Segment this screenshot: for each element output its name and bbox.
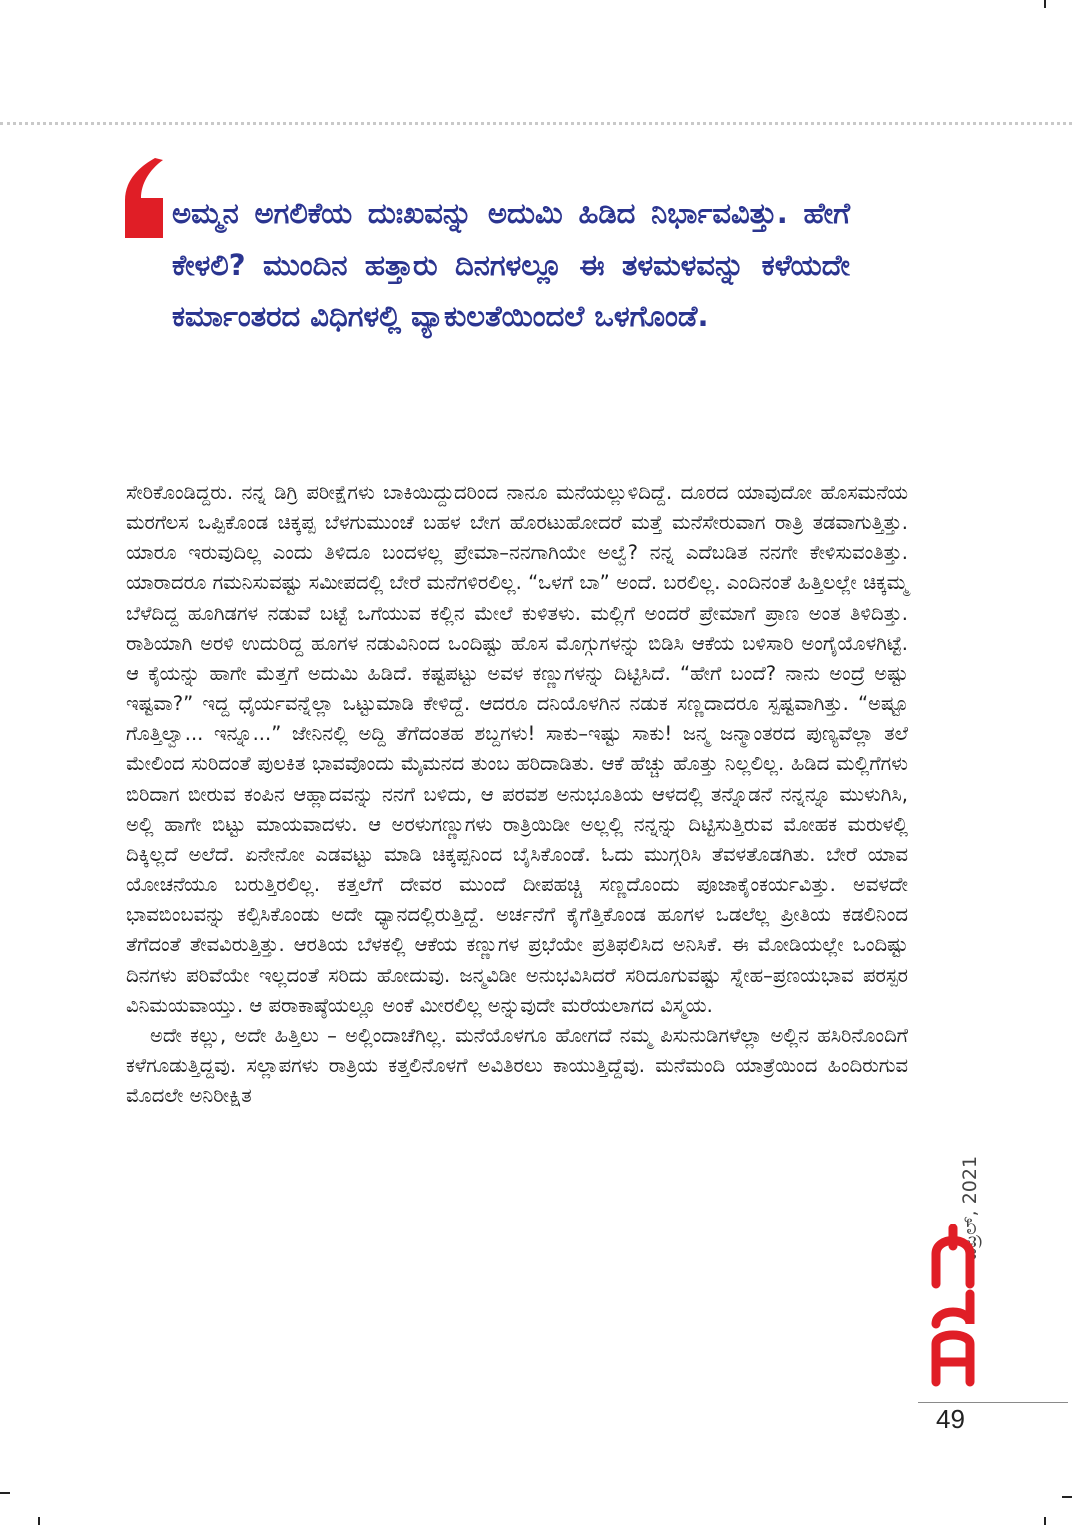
magazine-logo [930, 1224, 976, 1388]
pull-quote: ಅಮ್ಮನ ಅಗಲಿಕೆಯ ದುಃಖವನ್ನು ಅದುಮಿ ಹಿಡಿದ ನಿರ್ಭಾವವಿತ್ತು. ಹೇಗೆ ಕೇಳಲಿ? ಮುಂದಿನ ಹತ್ತಾರು ದಿನಗಳಲ್ಲೂ ಈ ತಳಮಳವನ್ನು ಕಳೆಯದೇ ಕರ್ಮಾಂತರದ ವಿಧಿಗಳಲ್ಲಿ ವ್ಯಾಕುಲತೆಯಿಂದಲೆ ಒಳಗೊಂಡೆ. [172, 196, 850, 333]
crop-mark [1062, 1496, 1072, 1498]
body-paragraph: ಅದೇ ಕಲ್ಲು, ಅದೇ ಹಿತ್ತಿಲು – ಅಲ್ಲಿಂದಾಚೆಗಿಲ್ಲ. ಮನೆಯೊಳಗೂ ಹೋಗದೆ ನಮ್ಮ ಪಿಸುನುಡಿಗಳೆಲ್ಲಾ ಅಲ್ಲಿನ ಹಸಿರಿನೊಂದಿಗೆ ಕಳೆಗೂಡುತ್ತಿದ್ದವು. ಸಲ್ಲಾಪಗಳು ರಾತ್ರಿಯ ಕತ್ತಲಿನೊಳಗೆ ಅವಿತಿರಲು ಕಾಯುತ್ತಿದ್ದೆವು. ಮನೆಮಂದಿ ಯಾತ್ರೆಯಿಂದ ಹಿಂದಿರುಗುವ ಮೊದಲೇ ಅನಿರೀಕ್ಷಿತ [126, 1023, 908, 1108]
crop-mark [38, 1517, 40, 1525]
crop-mark [0, 1492, 10, 1494]
article-body [126, 478, 908, 1111]
crop-mark [1044, 0, 1046, 8]
top-dotted-divider [0, 122, 1072, 125]
crop-mark [1044, 1517, 1046, 1525]
body-paragraph: ಸೇರಿಕೊಂಡಿದ್ದರು. ನನ್ನ ಡಿಗ್ರಿ ಪರೀಕ್ಷೆಗಳು ಬಾಕಿಯಿದ್ದುದರಿಂದ ನಾನೂ ಮನೆಯಲ್ಲುಳಿದಿದ್ದೆ. ದೂರದ ಯಾವುದೋ ಹೊಸಮನೆಯ ಮರಗೆಲಸ ಒಪ್ಪಿಕೊಂಡ ಚಿಕ್ಕಪ್ಪ ಬೆಳಗುಮುಂಚೆ ಬಹಳ ಬೇಗ ಹೊರಟುಹೋದರೆ ಮತ್ತೆ ಮನೆಸೇರುವಾಗ ರಾತ್ರಿ ತಡವಾಗುತ್ತಿತ್ತು. ಯಾರೂ ಇರುವುದಿಲ್ಲ ಎಂದು ತಿಳಿದೂ ಬಂದಳಲ್ಲ ಪ್ರೇಮಾ–ನನಗಾಗಿಯೇ ಅಲ್ವೆ? ನನ್ನ ಎದೆಬಡಿತ ನನಗೇ ಕೇಳಿಸುವಂತಿತ್ತು. ಯಾರಾದರೂ ಗಮನಿಸುವಷ್ಟು ಸಮೀಪದಲ್ಲಿ ಬೇರೆ ಮನೆಗಳಿರಲಿಲ್ಲ. “ಒಳಗೆ ಬಾ” ಅಂದೆ. ಬರಲಿಲ್ಲ. ಎಂದಿನಂತೆ ಹಿತ್ತಿಲಲ್ಲೇ ಚಿಕ್ಕಮ್ಮ ಬೆಳೆದಿದ್ದ ಹೂಗಿಡಗಳ ನಡುವೆ ಬಟ್ಟೆ ಒಗೆಯುವ ಕಲ್ಲಿನ ಮೇಲೆ ಕುಳಿತಳು. ಮಲ್ಲಿಗೆ ಅಂದರೆ ಪ್ರೇಮಾಗೆ ಪ್ರಾಣ ಅಂತ ತಿಳಿದಿತ್ತು. ರಾಶಿಯಾಗಿ ಅರಳಿ ಉದುರಿದ್ದ ಹೂಗಳ ನಡುವಿನಿಂದ ಒಂದಿಷ್ಟು ಹೊಸ ಮೊಗ್ಗುಗಳನ್ನು ಬಿಡಿಸಿ ಆಕೆಯ ಬಳಿಸಾರಿ ಅಂಗೈಯೊಳಗಿಟ್ಟೆ. ಆ ಕೈಯನ್ನು ಹಾಗೇ ಮೆತ್ತಗೆ ಅದುಮಿ ಹಿಡಿದೆ. ಕಷ್ಟಪಟ್ಟು ಅವಳ ಕಣ್ಣುಗಳನ್ನು ದಿಟ್ಟಿಸಿದೆ. “ಹೇಗೆ ಬಂದೆ? ನಾನು ಅಂದ್ರೆ ಅಷ್ಟು ಇಷ್ಟವಾ?” ಇದ್ದ ಧೈರ್ಯವನ್ನೆಲ್ಲಾ ಒಟ್ಟುಮಾಡಿ ಕೇಳಿದ್ದೆ. ಆದರೂ ದನಿಯೊಳಗಿನ ನಡುಕ ಸಣ್ಣದಾದರೂ ಸ್ಪಷ್ಟವಾಗಿತ್ತು. “ಅಷ್ಟೂ ಗೊತ್ತಿಲ್ವಾ... ಇನ್ನೂ...” ಜೇನಿನಲ್ಲಿ ಅದ್ದಿ ತೆಗೆದಂತಹ ಶಬ್ದಗಳು! ಸಾಕು–ಇಷ್ಟು ಸಾಕು! ಜನ್ಮ ಜನ್ಮಾಂತರದ ಪುಣ್ಯವೆಲ್ಲಾ ತಲೆ ಮೇಲಿಂದ ಸುರಿದಂತೆ ಪುಲಕಿತ ಭಾವವೊಂದು ಮೈಮನದ ತುಂಬ ಹರಿದಾಡಿತು. ಆಕೆ ಹೆಚ್ಚು ಹೊತ್ತು ನಿಲ್ಲಲಿಲ್ಲ. ಹಿಡಿದ ಮಲ್ಲಿಗೆಗಳು ಬಿರಿದಾಗ ಬೀರುವ ಕಂಪಿನ ಆಹ್ಲಾದವನ್ನು ನನಗೆ ಬಳಿದು, ಆ ಪರವಶ ಅನುಭೂತಿಯ ಆಳದಲ್ಲಿ ತನ್ನೊಡನೆ ನನ್ನನ್ನೂ ಮುಳುಗಿಸಿ, ಅಲ್ಲಿ ಹಾಗೇ ಬಿಟ್ಟು ಮಾಯವಾದಳು. ಆ ಅರಳುಗಣ್ಣುಗಳು ರಾತ್ರಿಯಿಡೀ ಅಲ್ಲಲ್ಲಿ ನನ್ನನ್ನು ದಿಟ್ಟಿಸುತ್ತಿರುವ ಮೋಹಕ ಮರುಳಲ್ಲಿ ದಿಕ್ಕಿಲ್ಲದೆ ಅಲೆದೆ. ಏನೇನೋ ಎಡವಟ್ಟು ಮಾಡಿ ಚಿಕ್ಕಪ್ಪನಿಂದ ಬೈಸಿಕೊಂಡೆ. ಓದು ಮುಗ್ಗರಿಸಿ ತೆವಳತೊಡಗಿತು. ಬೇರೆ ಯಾವ ಯೋಚನೆಯೂ ಬರುತ್ತಿರಲಿಲ್ಲ. ಕತ್ತಲೆಗೆ ದೇವರ ಮುಂದೆ ದೀಪಹಚ್ಚಿ ಸಣ್ಣದೊಂದು ಪೂಜಾಕೈಂಕರ್ಯವಿತ್ತು. ಅವಳದೇ ಭಾವಬಿಂಬವನ್ನು ಕಲ್ಪಿಸಿಕೊಂಡು ಅದೇ ಧ್ಯಾನದಲ್ಲಿರುತ್ತಿದ್ದೆ. ಅರ್ಚನೆಗೆ ಕೈಗೆತ್ತಿಕೊಂಡ ಹೂಗಳ ಒಡಲೆಲ್ಲ ಪ್ರೀತಿಯ ಕಡಲಿನಿಂದ ತೆಗೆದಂತೆ ತೇವವಿರುತ್ತಿತ್ತು. ಆರತಿಯ ಬೆಳಕಲ್ಲಿ ಆಕೆಯ ಕಣ್ಣುಗಳ ಪ್ರಭೆಯೇ ಪ್ರತಿಫಲಿಸಿದ ಅನಿಸಿಕೆ. ಈ ಮೋಡಿಯಲ್ಲೇ ಒಂದಿಷ್ಟು ದಿನಗಳು ಪರಿವೆಯೇ ಇಲ್ಲದಂತೆ ಸರಿದು ಹೋದುವು. ಜನ್ಮವಿಡೀ ಅನುಭವಿಸಿದರೆ ಸರಿದೂಗುವಷ್ಟು ಸ್ನೇಹ–ಪ್ರಣಯಭಾವ ಪರಸ್ಪರ ವಿನಿಮಯವಾಯ್ತು. ಆ ಪರಾಕಾಷ್ಠೆಯಲ್ಲೂ ಅಂಕೆ ಮೀರಲಿಲ್ಲ ಅನ್ನುವುದೇ ಮರೆಯಲಾಗದ ವಿಸ್ಮಯ. [126, 481, 908, 1017]
page-number: 49 [936, 1404, 965, 1434]
footer-divider [918, 1402, 1068, 1403]
quote-mark-icon [125, 158, 165, 238]
issue-date: ಏಪ್ರಿಲ್, 2021 [959, 1155, 981, 1261]
